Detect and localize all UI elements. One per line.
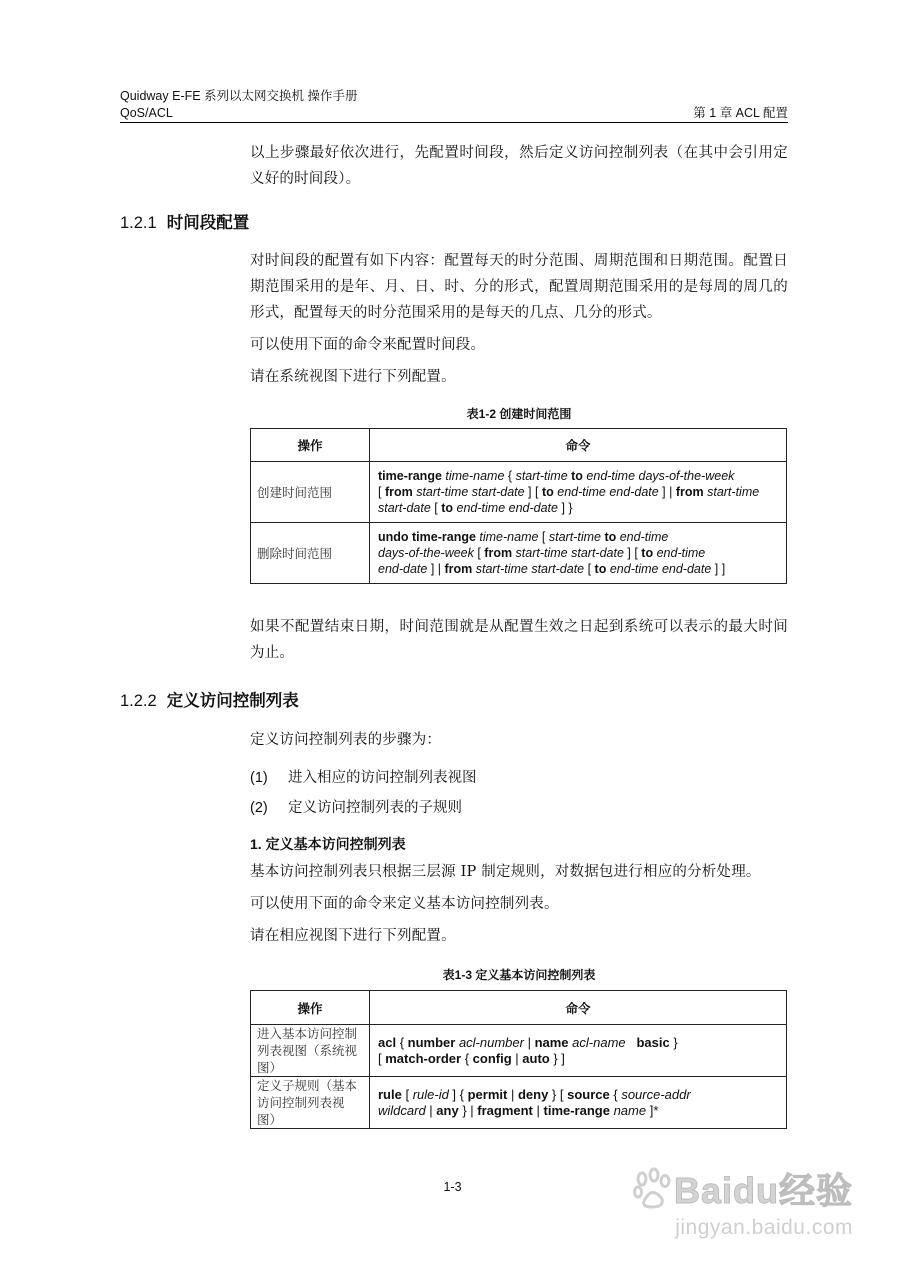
list-number: (1) <box>250 770 268 786</box>
command-cell: rule [ rule-id ] { permit | deny } [ source { source-addr wildcard | any } | fragment | time-range name ]* <box>370 1077 787 1129</box>
section-heading-1-2-1 <box>120 209 249 233</box>
table-1-2 <box>250 428 787 584</box>
paragraph: 如果不配置结束日期，时间范围就是从配置生效之日起到系统可以表示的最大时间为止。 <box>250 619 788 661</box>
table-row <box>251 462 787 523</box>
section-title: 时间段配置 <box>166 214 250 232</box>
section-number: 1.2.1 <box>120 214 157 232</box>
intro-text: 以上步骤最好依次进行，先配置时间段，然后定义访问控制列表（在其中会引用定义好的时间段）。 <box>250 145 788 187</box>
section1-note <box>250 614 788 672</box>
paragraph: 请在系统视图下进行下列配置。 <box>250 369 456 385</box>
table-row <box>251 1077 787 1129</box>
watermark-logo <box>630 1163 853 1214</box>
section-number: 1.2.2 <box>120 692 157 710</box>
paragraph: 请在相应视图下进行下列配置。 <box>250 928 456 944</box>
list-item <box>250 766 477 787</box>
table-row <box>251 523 787 584</box>
paragraph: 可以使用下面的命令来配置时间段。 <box>250 337 486 353</box>
table-caption-1-2: 表1-2 创建时间范围 <box>466 407 572 421</box>
command-cell: undo time-range time-name [ start-time to end-time days-of-the-week [ from start-time start-date ] [ to end-time end-date ] | from start-time start-date [ to end-time end-date ] ] <box>370 523 787 584</box>
list-text: 定义访问控制列表的子规则 <box>288 800 462 816</box>
operation-cell: 进入基本访问控制列表视图（系统视图） <box>251 1025 370 1077</box>
table-header-row <box>251 991 787 1025</box>
paragraph: 可以使用下面的命令来定义基本访问控制列表。 <box>250 896 559 912</box>
header-title: Quidway E-FE 系列以太网交换机 操作手册 <box>120 89 358 103</box>
operation-cell: 删除时间范围 <box>251 523 370 584</box>
table-caption-1-3: 表1-3 定义基本访问控制列表 <box>442 968 596 982</box>
command-cell: acl { number acl-number | name acl-name basic } [ match-order { config | auto } ] <box>370 1025 787 1077</box>
section2-body <box>250 859 788 955</box>
list-item <box>250 796 462 817</box>
header-section: QoS/ACL <box>120 106 173 120</box>
command-cell: time-range time-name { start-time to end-time days-of-the-week [ from start-time start-date ] [ to end-time end-date ] | from start-time start-date [ to end-time end-date ] } <box>370 462 787 523</box>
watermark-logo-text: Baidu经验 <box>673 1170 853 1211</box>
section1-body <box>250 248 788 396</box>
operation-cell: 定义子规则（基本访问控制列表视图） <box>251 1077 370 1129</box>
paragraph: 定义访问控制列表的步骤为： <box>250 732 442 748</box>
subheading-basic-acl: 1. 定义基本访问控制列表 <box>250 836 406 852</box>
section-title: 定义访问控制列表 <box>166 692 299 710</box>
watermark-url: jingyan.baidu.com <box>675 1216 853 1239</box>
header-rule <box>120 122 788 123</box>
section-heading-1-2-2 <box>120 687 299 711</box>
column-header-command: 命令 <box>370 991 787 1025</box>
paw-icon <box>630 1167 674 1211</box>
paragraph: 对时间段的配置有如下内容：配置每天的时分范围、周期范围和日期范围。配置日期范围采用的是年、月、日、时、分的形式，配置周期范围采用的是每周的周几的形式，配置每天的时分范围采用的是每天的几点、几分的形式。 <box>250 253 788 321</box>
column-header-operation: 操作 <box>251 991 370 1025</box>
section2-intro <box>250 727 788 759</box>
baidu-watermark <box>630 1163 853 1240</box>
operation-cell: 创建时间范围 <box>251 462 370 523</box>
header-chapter: 第 1 章 ACL 配置 <box>693 106 788 120</box>
list-number: (2) <box>250 800 268 816</box>
table-1-3 <box>250 990 787 1129</box>
table-row <box>251 1025 787 1077</box>
table-header-row <box>251 429 787 462</box>
paragraph: 基本访问控制列表只根据三层源 IP 制定规则，对数据包进行相应的分析处理。 <box>250 864 761 880</box>
page-number: 1-3 <box>443 1180 462 1194</box>
column-header-operation: 操作 <box>251 429 370 462</box>
list-text: 进入相应的访问控制列表视图 <box>288 770 477 786</box>
column-header-command: 命令 <box>370 429 787 462</box>
intro-paragraph <box>250 140 788 198</box>
